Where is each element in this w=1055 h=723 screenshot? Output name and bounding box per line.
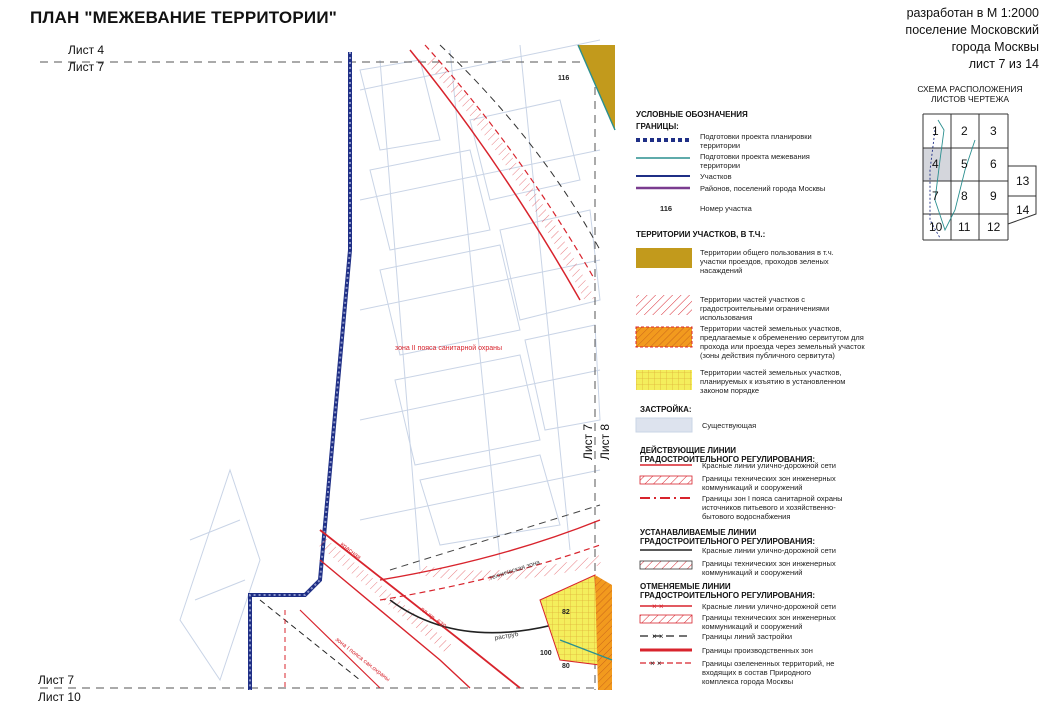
legend-c3: Границы линий застройки: [702, 632, 793, 641]
legend-b1: Подготовки проекта планировки территории: [700, 132, 812, 150]
legend-new-tech-swatch: [640, 561, 692, 569]
schema-cell-14: 14: [1016, 203, 1030, 217]
street-krasnaya-label: красная: [338, 541, 363, 562]
legend-cancel-tech-swatch: [640, 615, 692, 623]
street-tech-label: техническая зона: [488, 558, 541, 582]
legend-cancel-head: ОТМЕНЯЕМЫЕ ЛИНИИ ГРАДОСТРОИТЕЛЬНОГО РЕГУЛИРОВАНИЯ:: [640, 582, 816, 600]
schema-cell-11: 11: [958, 220, 971, 234]
schema-title-2: ЛИСТОВ ЧЕРТЕЖА: [931, 94, 1009, 104]
sheet-label-top-upper: Лист 4: [68, 43, 105, 57]
street-zone1-label: зона I пояса сан.охраны: [333, 636, 391, 684]
svg-text:× ×: × ×: [650, 659, 662, 668]
parcel-116-label: 116: [558, 75, 570, 82]
zone-label: зона II пояса санитарной охраны: [395, 345, 503, 352]
legend-r3: Границы зон I пояса санитарной охраны источников питьевого и хозяйственно-бытового водоснабжения: [702, 494, 843, 521]
schema-cell-3: 3: [990, 124, 997, 138]
legend-b4: Районов, поселений города Москвы: [700, 184, 826, 193]
legend-borders-head: ГРАНИЦЫ:: [636, 122, 679, 131]
sheet-label-right-left: Лист 7: [581, 423, 595, 460]
schema-cell-8: 8: [961, 189, 968, 203]
sheet-label-bottom-upper: Лист 7: [38, 673, 75, 687]
schema-cell-13: 13: [1016, 174, 1030, 188]
legend-t1: Территории общего пользования в т.ч. участки проездов, проходов зеленых насаждений: [700, 248, 834, 275]
legend-new-head: УСТАНАВЛИВАЕМЫЕ ЛИНИИ ГРАДОСТРОИТЕЛЬНОГО РЕГУЛИРОВАНИЯ:: [640, 528, 816, 546]
legend-b3: Участков: [700, 172, 732, 181]
schema-title: [900, 84, 1040, 104]
legend-n2: Границы технических зон инженерных коммуникаций и сооружений: [702, 559, 836, 577]
servitude-area: [595, 575, 612, 690]
sheet-boundaries: [40, 45, 595, 690]
legend-reg-head: ДЕЙСТВУЮЩИЕ ЛИНИИ ГРАДОСТРОИТЕЛЬНОГО РЕГУЛИРОВАНИЯ:: [640, 446, 816, 464]
legend-title: УСЛОВНЫЕ ОБОЗНАЧЕНИЯ: [636, 110, 748, 119]
legend-tech-zone-swatch: [640, 476, 692, 484]
parcel-80-label: 80: [562, 663, 570, 670]
sheet-label-bottom-lower: Лист 10: [38, 690, 81, 704]
legend-public-swatch: [636, 248, 692, 268]
street-rastrub-label: раструб: [494, 630, 520, 642]
legend-t2: Территории частей участков с градостроительными ограничениями использования: [700, 295, 830, 322]
legend-t3: Территории частей земельных участков, предлагаемые к обременению сервитутом для прохода или проезда через земельный участок (зоны действия публичного сервитута): [700, 324, 865, 360]
legend-build1: Существующая: [702, 421, 757, 430]
legend-n1: Красные линии улично-дорожной сети: [702, 546, 836, 555]
legend-servitude-swatch: [636, 327, 692, 347]
legend-terr-head: ТЕРРИТОРИИ УЧАСТКОВ, В Т.Ч.:: [636, 230, 766, 239]
legend-num-sample: 116: [660, 204, 673, 213]
page-title: ПЛАН "МЕЖЕВАНИЕ ТЕРРИТОРИИ": [30, 8, 337, 27]
sheet-label-right-right: Лист 8: [598, 423, 612, 460]
sheet-number-text: лист 7 из 14: [968, 57, 1039, 71]
legend-t4: Территории частей земельных участков, планируемых к изъятию в установленном законом порядке: [700, 368, 846, 395]
legend-num-text: Номер участка: [700, 204, 752, 213]
legend-c1: Красные линии улично-дорожной сети: [702, 602, 836, 611]
schema-cell-9: 9: [990, 189, 997, 203]
legend-restricted-swatch: [636, 295, 692, 315]
legend-build-head: ЗАСТРОЙКА:: [640, 405, 692, 414]
schema-cell-4: 4: [932, 157, 939, 171]
parcel-100-label: 100: [540, 650, 552, 657]
legend-c2: Границы технических зон инженерных коммуникаций и сооружений: [702, 613, 836, 631]
street-proezd-label: пл.пр. 639: [418, 606, 448, 631]
schema-cell-12: 12: [987, 220, 1001, 234]
legend-withdraw-swatch: [636, 370, 692, 390]
schema-cell-1: 1: [932, 124, 939, 138]
schema-title-1: СХЕМА РАСПОЛОЖЕНИЯ: [917, 84, 1023, 94]
svg-text:× ×: × ×: [652, 602, 664, 611]
schema-cell-10: 10: [929, 220, 943, 234]
schema-cell-2: 2: [961, 124, 968, 138]
red-lines-top: [410, 45, 600, 300]
city-text: города Москвы: [951, 40, 1039, 54]
schema-cell-7: 7: [932, 189, 939, 203]
legend-building-swatch: [636, 418, 692, 432]
schema-cell-6: 6: [990, 157, 997, 171]
scale-text: разработан в М 1:2000: [906, 6, 1039, 20]
settlement-text: поселение Московский: [905, 23, 1039, 37]
legend-c5: Границы озелененных территорий, не входящих в состав Природного комплекса города Москвы: [702, 659, 835, 686]
sheet-label-top-lower: Лист 7: [68, 60, 105, 74]
svg-text:× ×: × ×: [652, 632, 664, 641]
legend-b2: Подготовки проекта межевания территории: [700, 152, 810, 170]
legend-r1: Красные линии улично-дорожной сети: [702, 461, 836, 470]
schema-cell-5: 5: [961, 157, 968, 171]
legend-c4: Границы производственных зон: [702, 646, 813, 655]
planning-boundary: [250, 52, 350, 690]
legend-r2: Границы технических зон инженерных коммуникаций и сооружений: [702, 474, 836, 492]
parcel-82-label: 82: [562, 609, 570, 616]
